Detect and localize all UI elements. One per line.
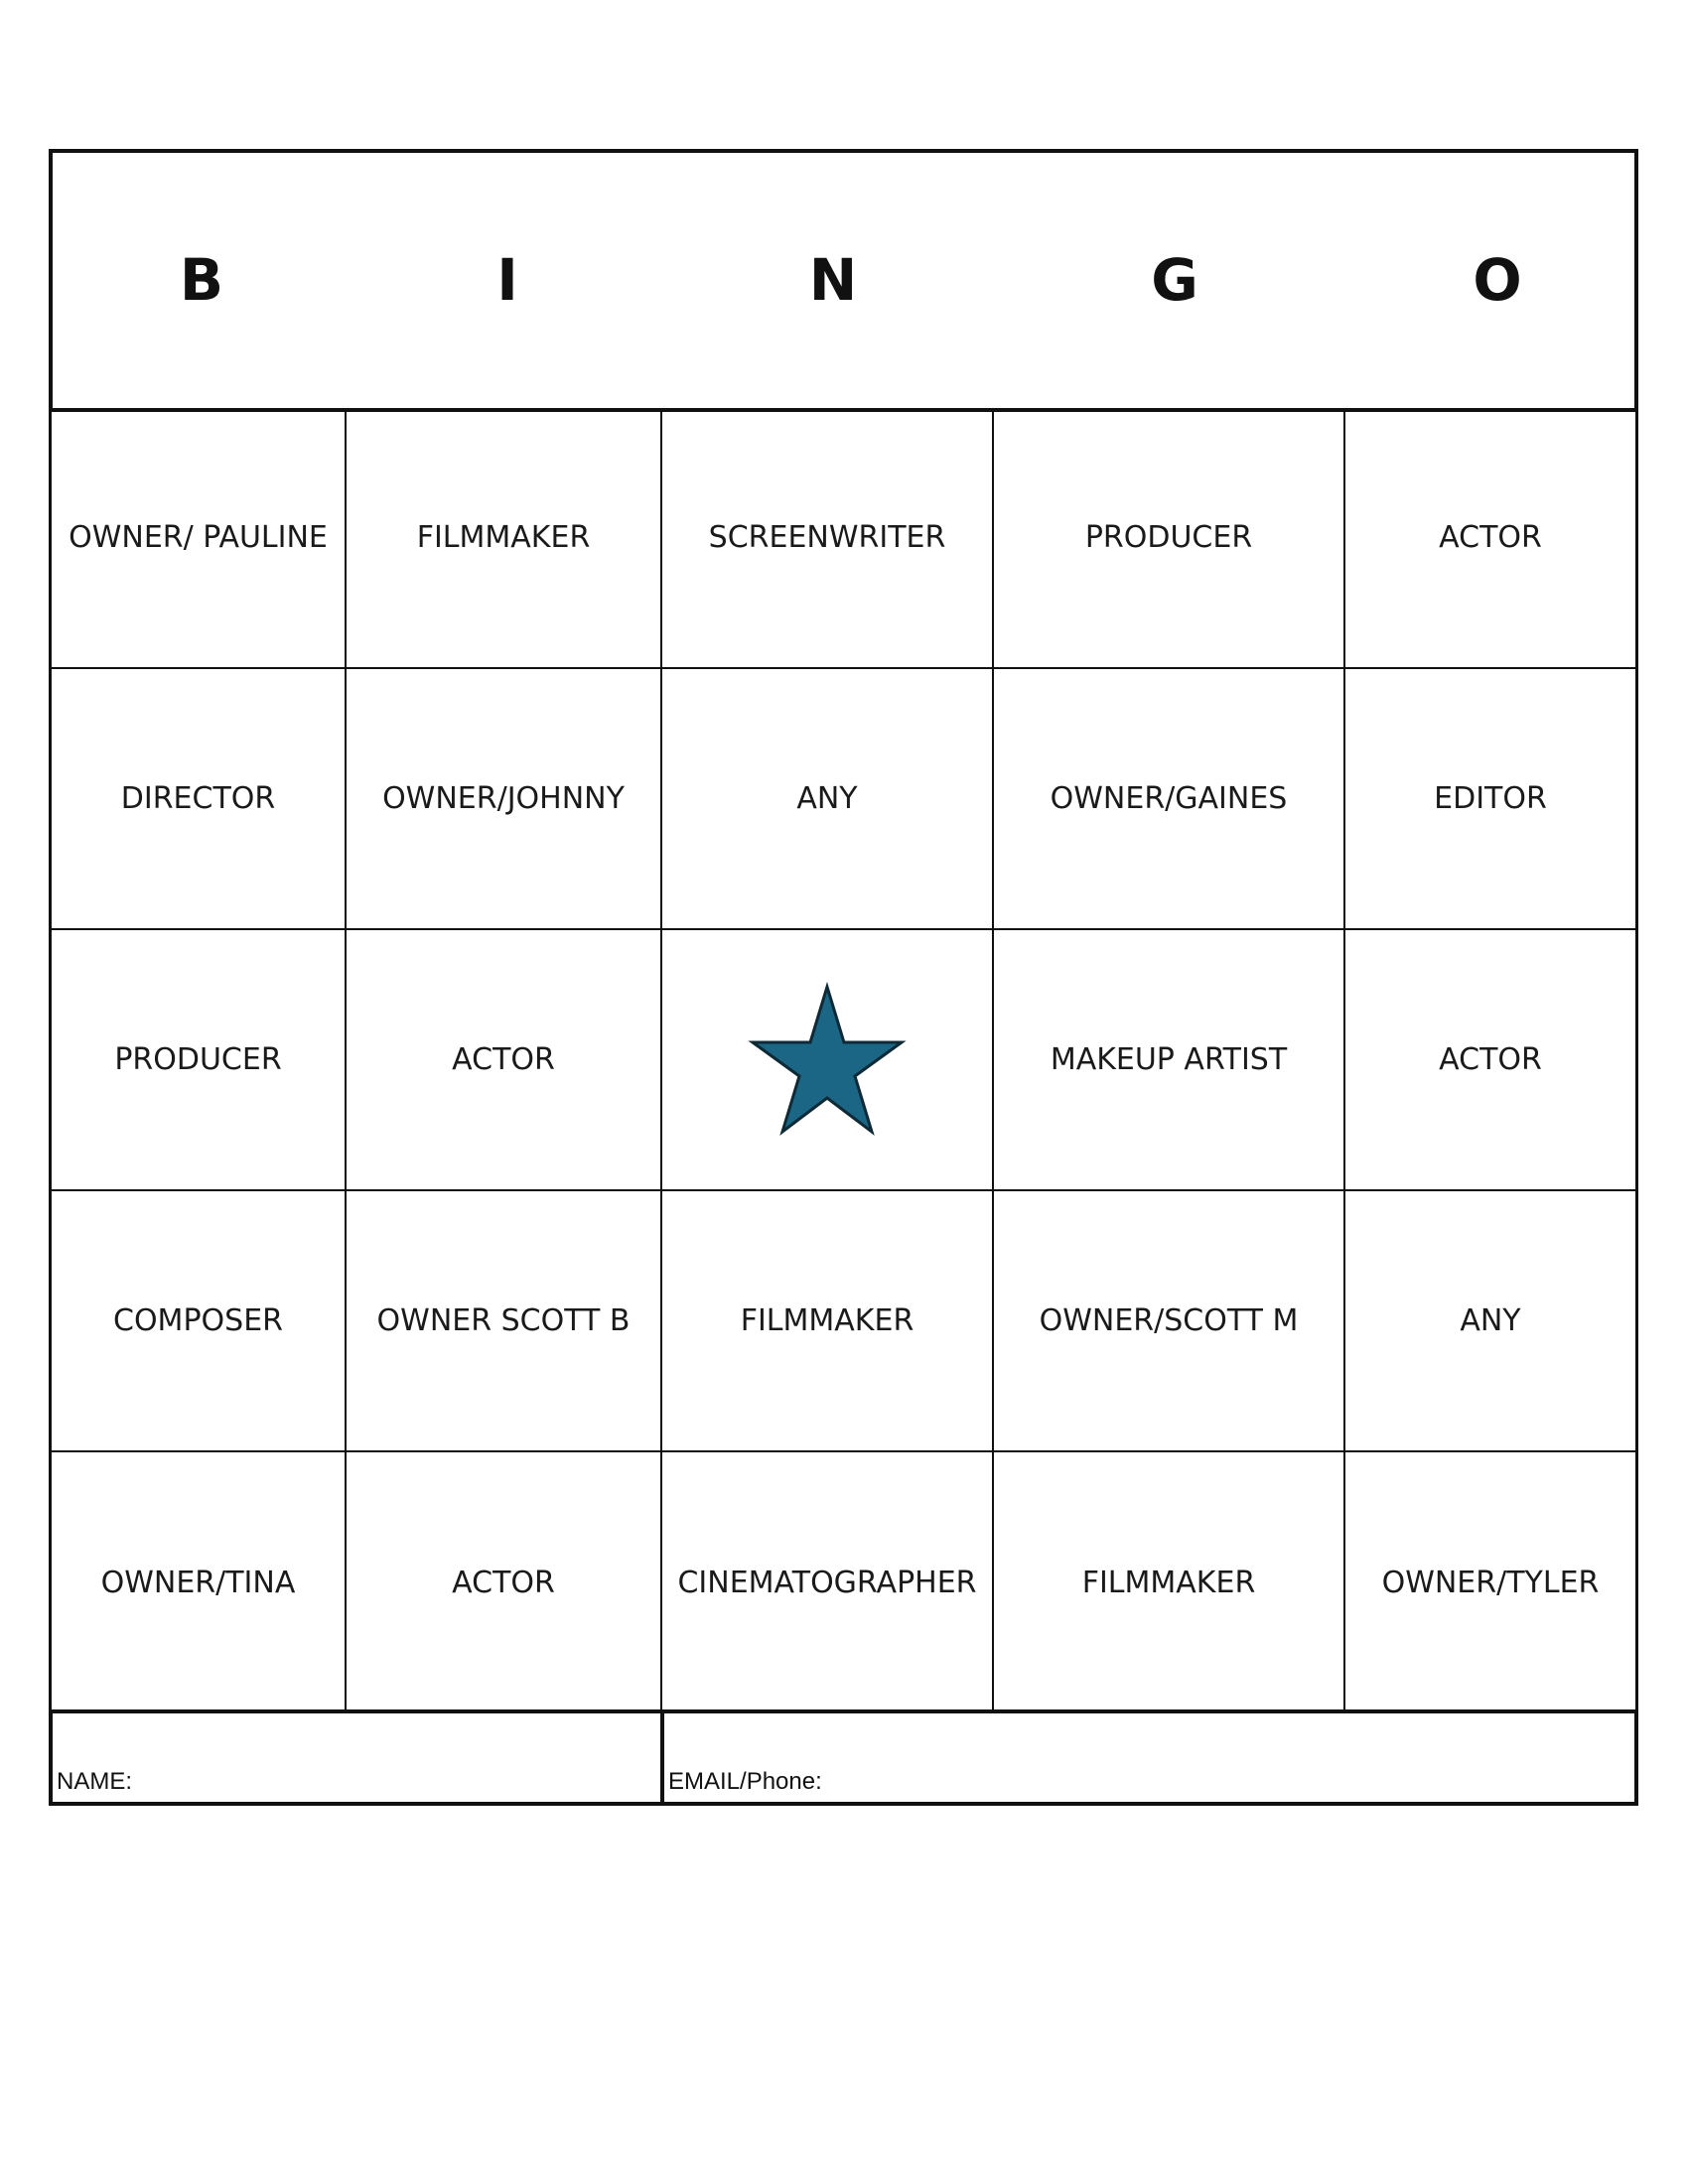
bingo-cell[interactable]: CINEMATOGRAPHER [662, 1452, 994, 1713]
header-letter-i: I [496, 246, 518, 314]
header-letter-o: O [1473, 246, 1522, 314]
bingo-header [49, 149, 1638, 412]
contact-field[interactable]: EMAIL/Phone: [668, 1768, 822, 1795]
bingo-cell[interactable]: OWNER/TYLER [1381, 1566, 1600, 1600]
bingo-cell[interactable]: MAKEUP ARTIST [994, 930, 1345, 1191]
free-space-cell[interactable] [662, 930, 994, 1191]
bingo-cell[interactable]: COMPOSER [52, 1191, 347, 1452]
star-icon [743, 981, 912, 1140]
bingo-cell[interactable]: PRODUCER [994, 408, 1345, 669]
bingo-grid [49, 408, 1638, 1713]
bingo-cell[interactable]: ANY [1345, 1191, 1635, 1452]
bingo-cell[interactable]: OWNER/GAINES [994, 669, 1345, 930]
bingo-cell[interactable]: OWNER/TINA [52, 1452, 347, 1713]
header-letter-g: G [1151, 246, 1198, 314]
bingo-footer [49, 1709, 1638, 1806]
header-letter-b: B [179, 246, 224, 314]
bingo-cell[interactable]: ACTOR [347, 930, 662, 1191]
bingo-cell[interactable]: FILMMAKER [994, 1452, 1345, 1713]
bingo-cell[interactable]: PRODUCER [52, 930, 347, 1191]
bingo-cell[interactable]: FILMMAKER [347, 408, 662, 669]
bingo-cell[interactable]: ACTOR [347, 1452, 662, 1713]
bingo-cell[interactable]: OWNER SCOTT B [347, 1191, 662, 1452]
bingo-cell[interactable]: DIRECTOR [52, 669, 347, 930]
bingo-cell[interactable]: OWNER/SCOTT M [994, 1191, 1345, 1452]
bingo-cell[interactable]: ANY [662, 669, 994, 930]
bingo-cell[interactable]: FILMMAKER [662, 1191, 994, 1452]
name-field[interactable]: NAME: [57, 1768, 133, 1795]
bingo-cell[interactable]: ACTOR [1345, 408, 1635, 669]
bingo-cell[interactable]: SCREENWRITER [662, 408, 994, 669]
bingo-cell[interactable]: ACTOR [1345, 930, 1635, 1191]
footer-divider [660, 1713, 664, 1802]
header-letter-n: N [808, 246, 858, 314]
bingo-cell[interactable]: EDITOR [1345, 669, 1635, 930]
bingo-cell[interactable]: OWNER/JOHNNY [347, 669, 662, 930]
bingo-cell[interactable]: OWNER/ PAULINE [52, 408, 347, 669]
bingo-card [49, 149, 1638, 1806]
